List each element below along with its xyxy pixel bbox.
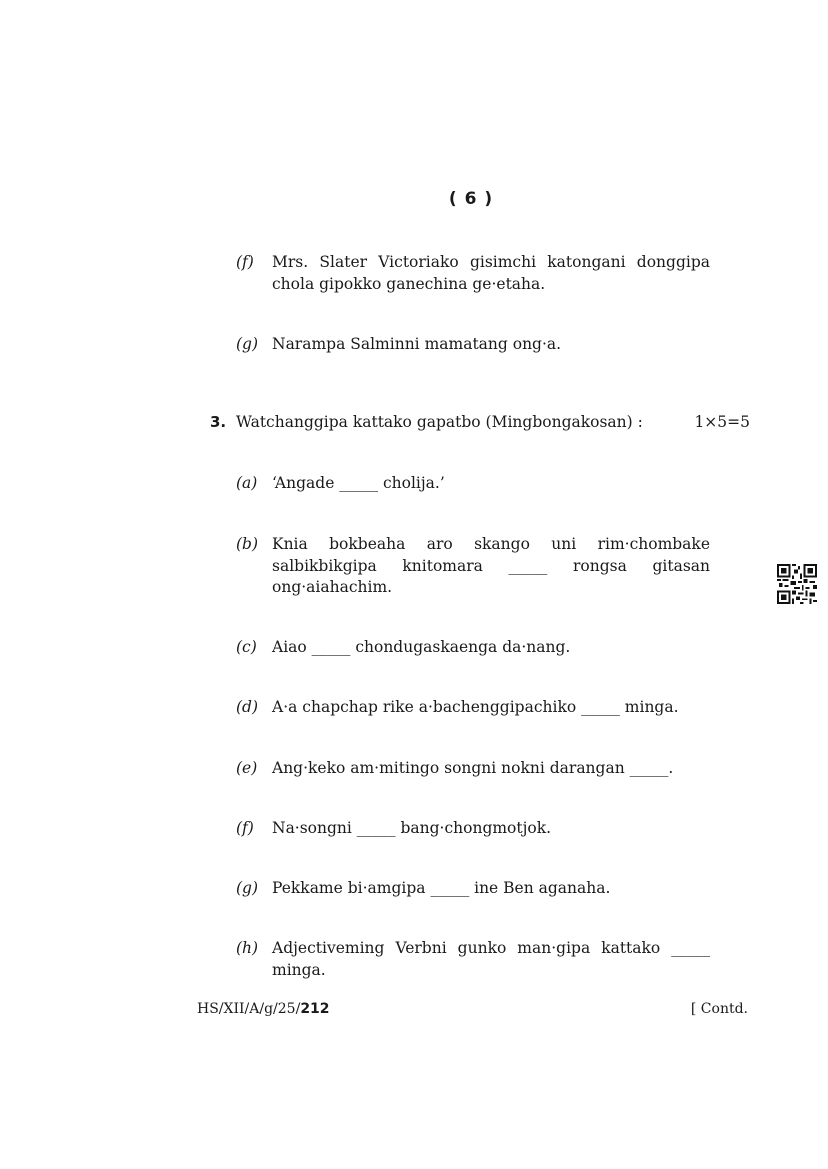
- item-label: (c): [236, 638, 257, 656]
- item-label: (e): [236, 759, 258, 777]
- question-item-d: [236, 697, 710, 719]
- question-item-f-prev: [236, 252, 710, 295]
- question-text: Watchanggipa kattako gapatbo (Mingbongakosan) :: [236, 413, 643, 431]
- item-text: Narampa Salminni mamatang ong·a.: [272, 335, 562, 353]
- question-item-g-prev: [236, 334, 710, 356]
- item-label: (b): [236, 535, 259, 553]
- item-text: ‘Angade _____ cholija.’: [272, 474, 445, 492]
- item-label: (d): [236, 698, 259, 716]
- item-text: Aiao _____ chondugaskaenga da·nang.: [272, 638, 571, 656]
- page-number: ( 6 ): [448, 189, 494, 209]
- question-3: [210, 412, 750, 434]
- question-number: 3.: [210, 413, 227, 431]
- question-item-f: [236, 818, 710, 840]
- paper-code: HS/XII/A/g/25/212: [197, 1001, 330, 1017]
- item-text: salbikbikgipa knitomara _____ rongsa gitasan: [272, 556, 710, 575]
- contd-label: [ Contd.: [690, 1001, 748, 1017]
- question-item-b: [236, 534, 710, 599]
- item-label: (f): [236, 819, 254, 837]
- item-label: (g): [236, 879, 259, 897]
- item-label: (g): [236, 335, 259, 353]
- qr-code-icon: [777, 564, 817, 604]
- question-item-h: [236, 938, 710, 981]
- item-text: minga.: [272, 960, 326, 979]
- item-text: chola gipokko ganechina ge·etaha.: [272, 274, 546, 293]
- item-text: ong·aiahachim.: [272, 578, 393, 596]
- item-text: Na·songni _____ bang·chongmotjok.: [272, 819, 552, 837]
- question-marks: 1×5=5: [694, 413, 750, 431]
- question-item-c: [236, 637, 710, 659]
- item-text: Knia bokbeaha aro skango uni rim·chombake: [272, 535, 710, 553]
- question-item-a: [236, 473, 710, 495]
- item-label: (h): [236, 939, 259, 957]
- item-text: Adjectiveming Verbni gunko man·gipa kattako _____: [272, 939, 710, 957]
- item-text: Pekkame bi·amgipa _____ ine Ben aganaha.: [272, 879, 611, 897]
- item-text: Mrs. Slater Victoriako gisimchi katongani donggipa: [272, 253, 710, 271]
- question-item-e: [236, 758, 710, 780]
- question-item-g: [236, 878, 710, 900]
- item-label: (f): [236, 253, 254, 271]
- item-text: Ang·keko am·mitingo songni nokni darangan _____.: [272, 759, 674, 777]
- item-label: (a): [236, 474, 258, 492]
- item-text: A·a chapchap rike a·bachenggipachiko _____ minga.: [272, 698, 679, 716]
